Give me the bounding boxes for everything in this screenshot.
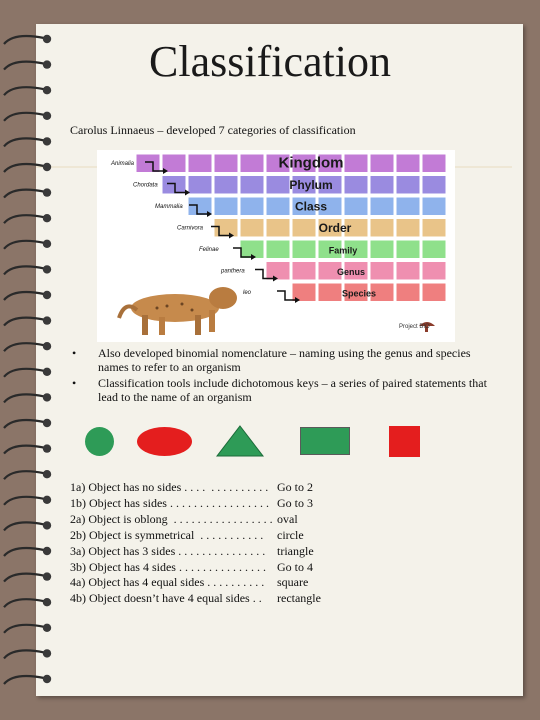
bullet-item — [72, 376, 502, 404]
spiral-ring — [4, 240, 51, 249]
brick — [422, 154, 446, 173]
red-oval — [137, 427, 192, 456]
bullet-list — [72, 346, 502, 406]
red-square — [389, 426, 420, 457]
brick — [396, 197, 420, 216]
example-label: leo — [243, 290, 252, 296]
key-result: oval — [277, 511, 298, 526]
brick — [214, 219, 238, 238]
taxonomy-diagram — [97, 150, 455, 342]
spiral-ring — [4, 86, 51, 95]
brick — [370, 197, 394, 216]
spiral-ring — [4, 188, 51, 197]
brick — [136, 154, 160, 173]
spiral-ring — [4, 393, 51, 402]
brick — [240, 154, 264, 173]
spiral-ring — [4, 649, 51, 658]
level-label: Species — [341, 288, 377, 299]
key-statement: 1a) Object has no sides . . . . . . . . . . . . . . — [70, 480, 269, 494]
key-row — [70, 496, 321, 512]
key-row — [70, 575, 321, 591]
bullet-item — [72, 346, 502, 374]
brick — [292, 219, 316, 238]
page-title: Classification — [149, 37, 391, 86]
brick — [370, 154, 394, 173]
dichotomous-key — [70, 480, 321, 607]
brick — [396, 262, 420, 281]
level-label: Kingdom — [278, 154, 344, 172]
key-statement: 4b) Object doesn’t have 4 equal sides . . — [70, 591, 262, 606]
example-label: Chordata — [133, 182, 158, 189]
brick — [266, 176, 290, 195]
key-result: Go to 2 — [277, 480, 313, 494]
brick — [266, 240, 290, 259]
brick — [240, 219, 264, 238]
brick — [318, 283, 342, 302]
key-result: square — [277, 575, 309, 590]
key-result: triangle — [277, 543, 314, 558]
spiral-ring — [4, 624, 51, 633]
brick — [370, 219, 394, 238]
brick — [266, 219, 290, 238]
brick — [422, 219, 446, 238]
brick — [266, 262, 290, 281]
brick — [188, 176, 212, 195]
brick — [266, 197, 290, 216]
key-result: Go to 3 — [277, 495, 313, 510]
spiral-ring — [4, 214, 51, 223]
brick — [422, 283, 446, 302]
spiral-rings — [0, 0, 60, 720]
key-statement: 3a) Object has 3 sides . . . . . . . . . . . . . . . — [70, 543, 266, 558]
key-statement: 3b) Object has 4 sides . . . . . . . . . . . . . . . — [70, 559, 266, 574]
brick — [188, 154, 212, 173]
spiral-ring — [4, 572, 51, 581]
brick — [292, 262, 316, 281]
key-row — [70, 480, 321, 496]
brick — [240, 197, 264, 216]
key-result: Go to 4 — [277, 559, 313, 574]
spiral-ring — [4, 342, 51, 351]
brick — [422, 262, 446, 281]
intro-text: Carolus Linnaeus – developed 7 categories of classification — [70, 123, 356, 137]
spiral-ring — [4, 444, 51, 453]
brick — [422, 176, 446, 195]
brick — [344, 154, 368, 173]
example-label: Mammalia — [155, 204, 183, 210]
brick — [240, 176, 264, 195]
spiral-ring — [4, 521, 51, 530]
example-label: Felinae — [199, 247, 219, 253]
key-row — [70, 591, 321, 607]
level-label: Genus — [336, 267, 366, 277]
key-statement: 4a) Object has 4 equal sides . . . . . . . . . . — [70, 575, 265, 590]
key-row — [70, 560, 321, 576]
key-result: circle — [277, 527, 304, 542]
brick — [396, 240, 420, 259]
spiral-ring — [4, 598, 51, 607]
green-circle — [85, 427, 114, 456]
bullet-dot: • — [72, 346, 77, 360]
key-result: rectangle — [277, 591, 321, 606]
spiral-ring — [4, 137, 51, 146]
key-statement: 2a) Object is oblong . . . . . . . . . . . . . . . . . — [70, 511, 273, 526]
brick — [214, 154, 238, 173]
bullet-text: Classification tools include dichotomous keys – a series of paired statements that lead to the name of an organism — [98, 376, 487, 404]
green-triangle — [215, 424, 265, 458]
green-rectangle — [300, 427, 350, 455]
brick — [214, 176, 238, 195]
spiral-ring — [4, 470, 51, 479]
brick — [370, 240, 394, 259]
example-label: Carnivora — [177, 225, 204, 232]
level-label: Family — [328, 245, 358, 256]
brick — [344, 176, 368, 195]
svg-text:Project BIO: Project BIO — [399, 324, 430, 330]
brick — [214, 197, 238, 216]
spiral-ring — [4, 265, 51, 274]
brick — [422, 240, 446, 259]
key-row — [70, 528, 321, 544]
brick — [370, 262, 394, 281]
key-row — [70, 512, 321, 528]
brick — [396, 176, 420, 195]
spiral-ring — [4, 547, 51, 556]
key-statement: 1b) Object has sides . . . . . . . . . . . . . . . . . — [70, 495, 269, 510]
bullet-text: Also developed binomial nomenclature – naming using the genus and species names to refer to an organism — [98, 346, 471, 374]
spiral-ring — [4, 112, 51, 121]
spiral-ring — [4, 419, 51, 428]
spiral-ring — [4, 316, 51, 325]
bullet-dot: • — [72, 376, 77, 390]
brick — [370, 176, 394, 195]
spiral-ring — [4, 675, 51, 684]
example-label: Animalia — [111, 161, 135, 167]
key-statement: 2b) Object is symmetrical . . . . . . . . . . . — [70, 527, 264, 542]
level-label: Order — [318, 221, 352, 235]
key-row — [70, 544, 321, 560]
brick — [396, 219, 420, 238]
spiral-ring — [4, 368, 51, 377]
brick — [422, 197, 446, 216]
level-label: Class — [294, 199, 328, 214]
spiral-ring — [4, 163, 51, 172]
example-label: panthera — [221, 268, 245, 275]
brick — [396, 283, 420, 302]
spiral-ring — [4, 291, 51, 300]
brick — [396, 154, 420, 173]
level-label: Phylum — [289, 178, 333, 192]
brick — [162, 176, 186, 195]
brick — [344, 197, 368, 216]
brick — [292, 240, 316, 259]
spiral-ring — [4, 496, 51, 505]
